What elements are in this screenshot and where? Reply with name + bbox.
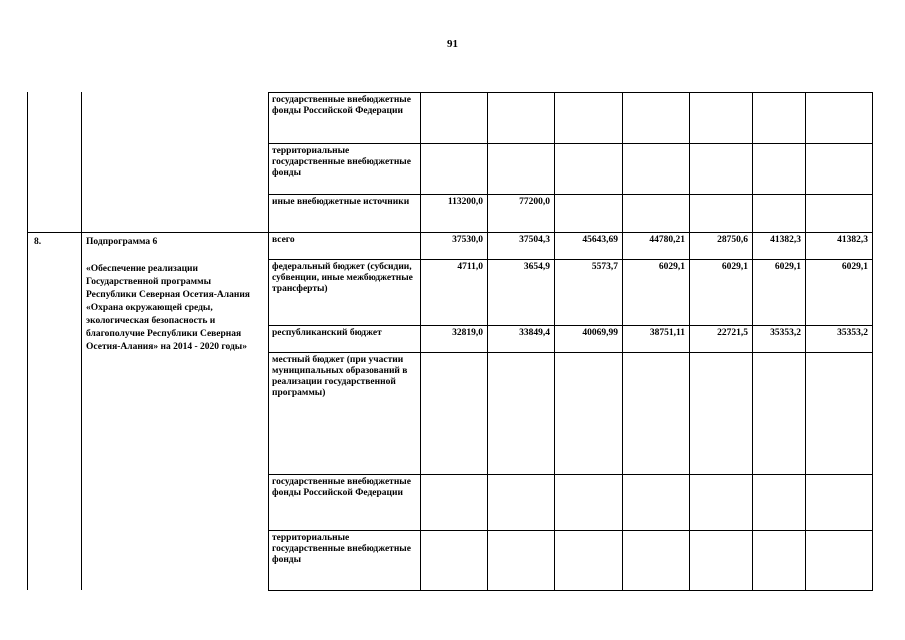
budget-value-cell: 22721,5 <box>717 328 748 338</box>
budget-value-cell: 41382,3 <box>837 235 868 245</box>
budget-value-cell: 32819,0 <box>452 328 483 338</box>
funding-source-label: всего <box>272 235 295 245</box>
budget-value-cell: 3654,9 <box>523 262 550 272</box>
funding-source-label: территориальные государственные внебюджетные фонды <box>272 146 411 178</box>
table-top-line <box>268 92 873 93</box>
table-col-line <box>268 92 269 590</box>
table-border-left <box>27 92 28 590</box>
table-border-col1 <box>81 92 82 590</box>
table-row-line <box>268 352 873 353</box>
budget-value-cell: 40069,99 <box>582 328 618 338</box>
table-row-line <box>27 232 873 233</box>
table-row-line <box>268 194 873 195</box>
table-row-line <box>268 325 873 326</box>
budget-value-cell: 45643,69 <box>582 235 618 245</box>
table-col-line <box>872 92 873 590</box>
table-col-line <box>805 92 806 590</box>
table-col-line <box>622 92 623 590</box>
subprogram-title: Подпрограмма 6 <box>86 237 158 247</box>
funding-source-label: местный бюджет (при участии муниципальных образований в реализации государственной программы) <box>272 355 408 398</box>
budget-value-cell: 6029,1 <box>721 262 748 272</box>
funding-source-label: государственные внебюджетные фонды Российской Федерации <box>272 477 411 498</box>
budget-value-cell: 6029,1 <box>841 262 868 272</box>
budget-value-cell: 35353,2 <box>837 328 868 338</box>
budget-value-cell: 44780,21 <box>649 235 685 245</box>
budget-value-cell: 77200,0 <box>519 197 550 207</box>
budget-value-cell: 41382,3 <box>770 235 801 245</box>
budget-value-cell: 4711,0 <box>457 262 483 272</box>
table-col-line <box>752 92 753 590</box>
table-col-line <box>420 92 421 590</box>
table-row-line <box>268 530 873 531</box>
budget-value-cell: 37504,3 <box>519 235 550 245</box>
table-row-line <box>268 474 873 475</box>
budget-value-cell: 5573,7 <box>591 262 618 272</box>
table-row-line <box>268 143 873 144</box>
table-col-line <box>487 92 488 590</box>
budget-value-cell: 37530,0 <box>452 235 483 245</box>
subprogram-description: «Обеспечение реализации Государственной программы Республики Северная Осетия-Алания «Охрана окружающей среды, экологическая безопасность и благополучие Республики Северная Осетия-Алания» на 2014 - 2020 годы» <box>86 264 250 352</box>
budget-value-cell: 6029,1 <box>658 262 685 272</box>
budget-value-cell: 38751,11 <box>649 328 685 338</box>
row-number: 8. <box>34 237 42 247</box>
page-number: 91 <box>447 38 458 50</box>
budget-value-cell: 113200,0 <box>447 197 483 207</box>
table-col-line <box>554 92 555 590</box>
budget-value-cell: 35353,2 <box>770 328 801 338</box>
funding-source-label: территориальные государственные внебюджетные фонды <box>272 533 411 565</box>
funding-source-label: государственные внебюджетные фонды Российской Федерации <box>272 95 411 116</box>
funding-source-label: федеральный бюджет (субсидии, субвенции, иные межбюджетные трансферты) <box>272 262 413 294</box>
table-row-line <box>268 259 873 260</box>
table-col-line <box>689 92 690 590</box>
budget-value-cell: 6029,1 <box>774 262 801 272</box>
budget-value-cell: 33849,4 <box>519 328 550 338</box>
budget-value-cell: 28750,6 <box>717 235 748 245</box>
table-row-line <box>268 590 873 591</box>
funding-source-label: республиканский бюджет <box>272 328 382 338</box>
funding-source-label: иные внебюджетные источники <box>272 197 410 207</box>
